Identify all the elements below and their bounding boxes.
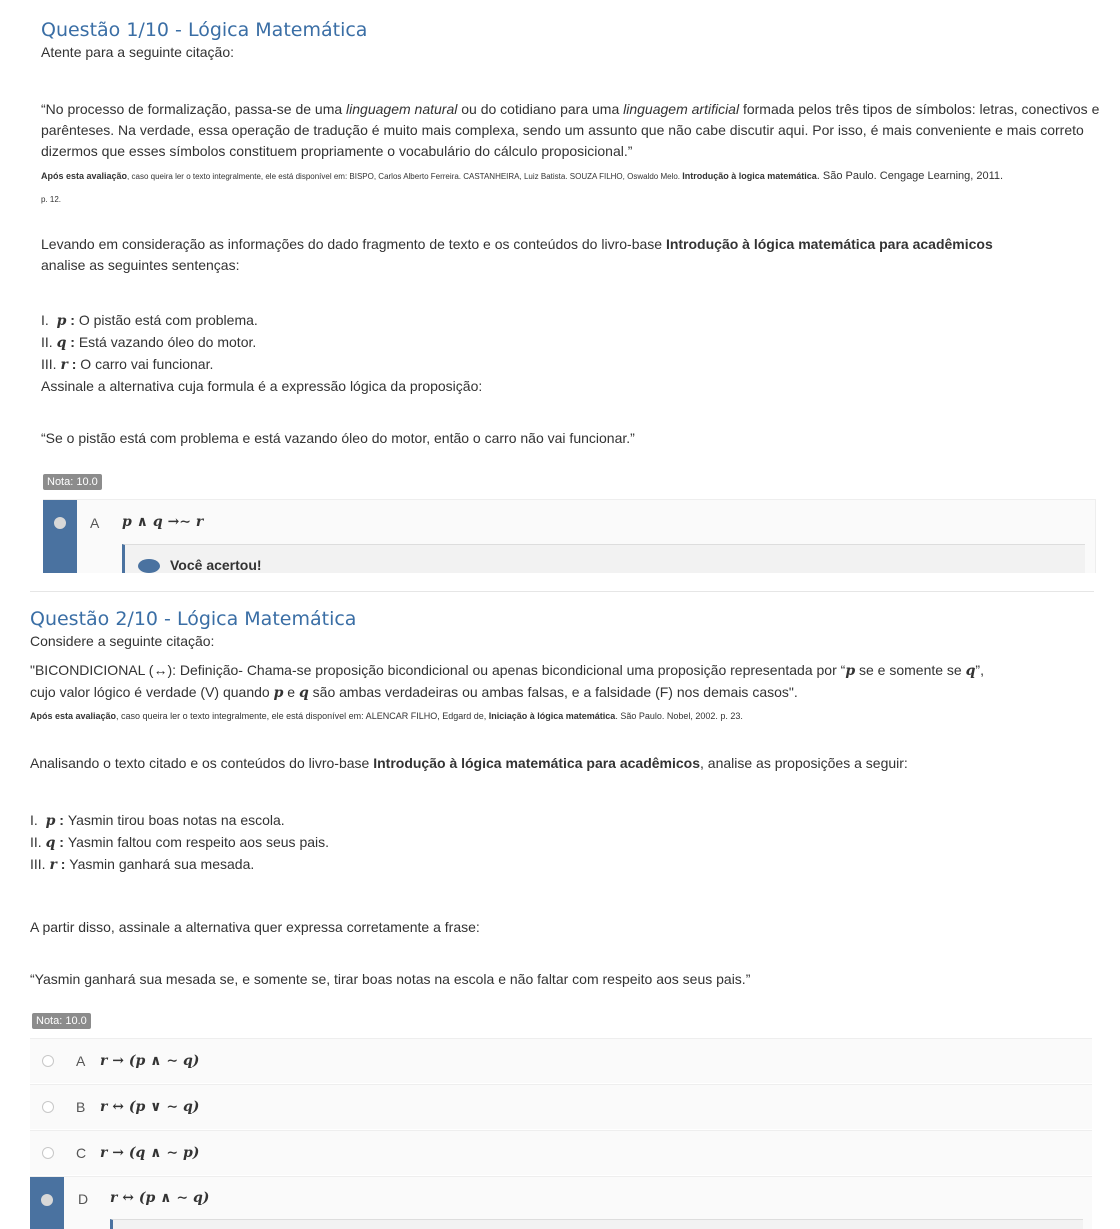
radio-button[interactable] (41, 1194, 53, 1206)
question-1-phrase: “Se o pistão está com problema e está vazando óleo do motor, então o carro não vai funcionar.” (41, 430, 635, 446)
question-1-intro: Atente para a seguinte citação: (41, 44, 235, 60)
list-item: III. r : O carro vai funcionar. (41, 356, 214, 373)
question-2-phrase: “Yasmin ganhará sua mesada se, e somente se, tirar boas notas na escola e não faltar com respeito aos seus pais.” (30, 971, 751, 987)
question-2-intro: Considere a seguinte citação: (30, 633, 215, 649)
option-formula: p ∧ q →∼ r (122, 514, 204, 530)
option-c[interactable] (30, 1130, 1092, 1175)
question-1-citation-page: p. 12. (41, 195, 62, 204)
selected-bar (43, 500, 77, 573)
list-item: II. q : Yasmin faltou com respeito aos seus pais. (30, 834, 330, 851)
option-a[interactable] (30, 1038, 1092, 1083)
question-2-instruction: A partir disso, assinale a alternativa quer expressa corretamente a frase: (30, 919, 480, 935)
option-letter: D (78, 1191, 89, 1207)
option-letter: B (76, 1099, 86, 1115)
question-2-analyze: Analisando o texto citado e os conteúdos do livro-base Introdução à lógica matemática para acadêmicos, analise as proposições a seguir: (30, 755, 908, 771)
option-formula: r ↔ (p ∨ ∼ q) (100, 1099, 200, 1115)
question-2-citation: Após esta avaliação, caso queira ler o texto integralmente, ele está disponível em: ALENCAR FILHO, Edgard de, Iniciação à lógica matemática. São Paulo. Nobel, 2002. p. 23. (30, 711, 743, 721)
question-2-title: Questão 2/10 - Lógica Matemática (30, 608, 357, 630)
feedback-text: Você acertou! (170, 557, 262, 573)
option-letter: A (90, 515, 100, 531)
question-1-citation: Após esta avaliação, caso queira ler o texto integralmente, ele está disponível em: BISPO, Carlos Alberto Ferreira. CASTANHEIRA, Luiz Batista. SOUZA FILHO, Oswaldo Melo. Introdução à logica matemática. São Paulo. Cengage Learning, 2011. (41, 170, 1004, 182)
list-item: I. p : Yasmin tirou boas notas na escola. (30, 812, 285, 829)
list-item: III. r : Yasmin ganhará sua mesada. (30, 856, 255, 873)
option-d-selected[interactable] (30, 1176, 1092, 1229)
question-1-items (41, 310, 482, 397)
question-2-quote: "BICONDICIONAL (↔): Definição- Chama-se proposição bicondicional ou apenas bicondicional uma proposição representada por “p se e somente se q”, cujo valor lógico é verdade (V) quando p e q são ambas verdadeiras ou ambas falsas, e a falsidade (F) nos demais casos". (30, 662, 984, 701)
question-2 (0, 592, 1120, 1228)
feedback-icon (138, 559, 160, 573)
grade-badge: Nota: 10.0 (43, 474, 102, 490)
option-letter: C (76, 1145, 87, 1161)
feedback-box (122, 544, 1085, 573)
option-formula: r → (q ∧ ∼ p) (100, 1145, 200, 1161)
question-1-consider: Levando em consideração as informações do dado fragmento de texto e os conteúdos do livro-base Introdução à lógica matemática para acadêmicos analise as seguintes sentenças: (41, 236, 993, 273)
option-a-selected[interactable] (43, 499, 1096, 573)
question-1 (0, 0, 1120, 592)
option-formula: r ↔ (p ∧ ∼ q) (110, 1190, 210, 1206)
grade-badge: Nota: 10.0 (32, 1013, 91, 1029)
list-item: I. p : O pistão está com problema. (41, 312, 258, 329)
question-2-items (30, 810, 329, 876)
question-1-title: Questão 1/10 - Lógica Matemática (41, 19, 368, 41)
option-b[interactable] (30, 1084, 1092, 1129)
radio-button[interactable] (42, 1055, 54, 1067)
question-1-quote: “No processo de formalização, passa-se de uma linguagem natural ou do cotidiano para uma linguagem artificial formada pelos três tipos de símbolos: letras, conectivos e parênteses. Na verdade, essa operação de tradução é muito mais complexa, sendo um assunto que não cabe discutir aqui. Por isso, é mais conveniente e mais correto dizermos que esses símbolos constituem propriamente o vocabulário do cálculo proposicional.” (41, 101, 1100, 159)
question-1-instruction: Assinale a alternativa cuja formula é a expressão lógica da proposição: (41, 378, 483, 394)
radio-button[interactable] (42, 1147, 54, 1159)
option-formula: r → (p ∧ ∼ q) (100, 1053, 200, 1069)
radio-button[interactable] (54, 517, 66, 529)
radio-button[interactable] (42, 1101, 54, 1113)
option-letter: A (76, 1053, 86, 1069)
list-item: II. q : Está vazando óleo do motor. (41, 334, 257, 351)
